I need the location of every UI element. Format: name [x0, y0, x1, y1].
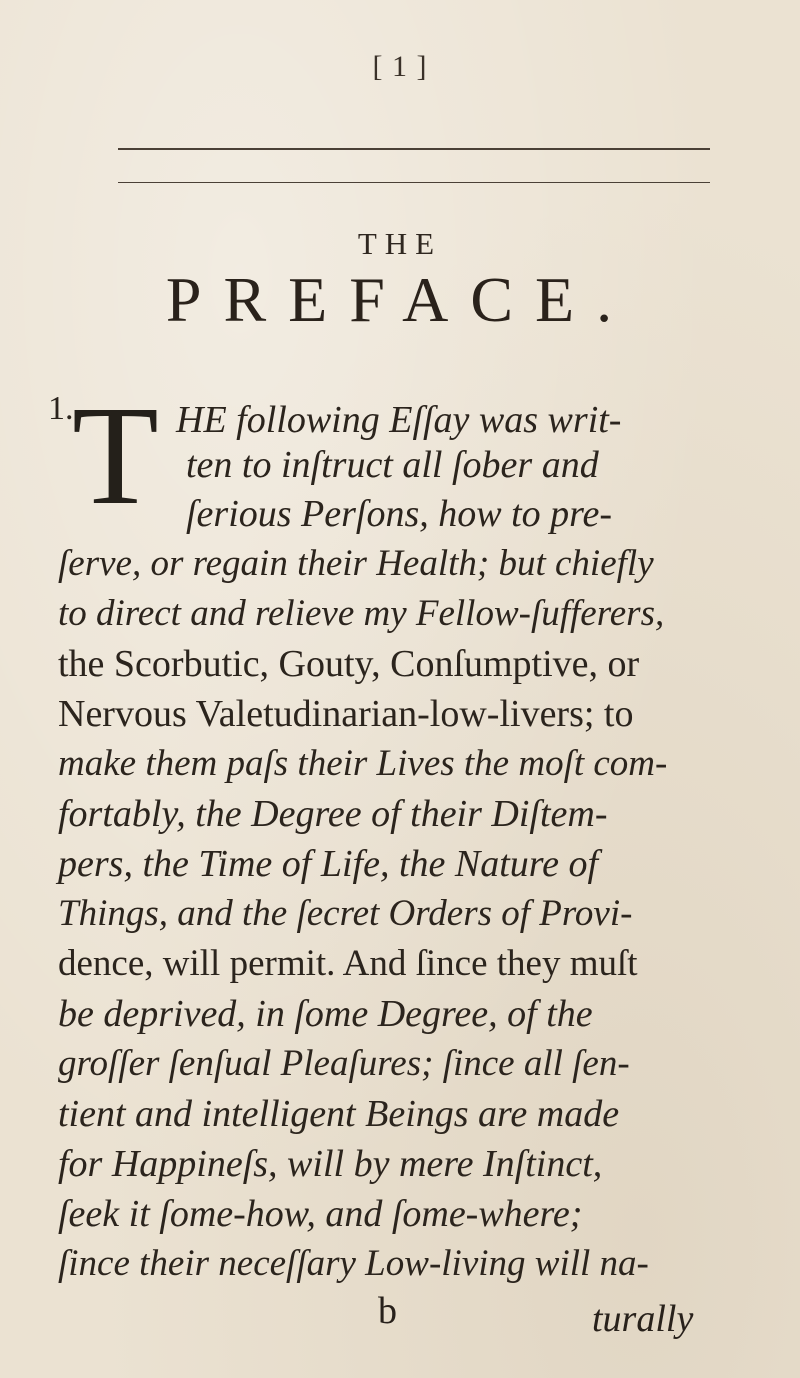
text-line: Things, and the ſecret Orders of Provi-	[58, 893, 633, 934]
page-number: [ 1 ]	[372, 50, 428, 83]
bottom-rule	[118, 182, 710, 183]
section-number: 1.	[48, 390, 74, 427]
heading-the: THE	[357, 226, 443, 261]
text-line: ſerve, or regain their Health; but chiefly	[58, 543, 654, 584]
text-line: make them paſs their Lives the moſt com-	[58, 743, 668, 784]
text-line: ſince their neceſſary Low-living will na-	[58, 1243, 649, 1284]
text-line: ten to inſtruct all ſober and	[186, 444, 599, 486]
text-line: ſeek it ſome-how, and ſome-where;	[58, 1193, 583, 1235]
catchword: turally	[592, 1298, 694, 1340]
heading-preface: PREFACE.	[165, 264, 635, 335]
text-line: pers, the Time of Life, the Nature of	[58, 843, 599, 885]
text-line: Nervous Valetudinarian-low-livers; to	[58, 693, 634, 735]
drop-cap: T	[72, 376, 159, 534]
signature-mark: b	[378, 1290, 397, 1332]
text-line: HE following Eſſay was writ-	[176, 399, 622, 441]
text-line: to direct and relieve my Fellow-ſufferers,	[58, 593, 665, 634]
text-line: for Happineſs, will by mere Inſtinct,	[58, 1143, 603, 1185]
text-line: be deprived, in ſome Degree, of the	[58, 993, 593, 1035]
text-line: tient and intelligent Beings are made	[58, 1093, 620, 1135]
text-line: dence, will permit. And ſince they muſt	[58, 943, 638, 984]
text-line: groſſer ſenſual Pleaſures; ſince all ſen-	[58, 1043, 630, 1084]
text-line: fortably, the Degree of their Diſtem-	[58, 793, 608, 835]
top-rule	[118, 148, 710, 150]
text-line: the Scorbutic, Gouty, Conſumptive, or	[58, 643, 640, 685]
text-line: ſerious Perſons, how to pre-	[186, 493, 613, 535]
